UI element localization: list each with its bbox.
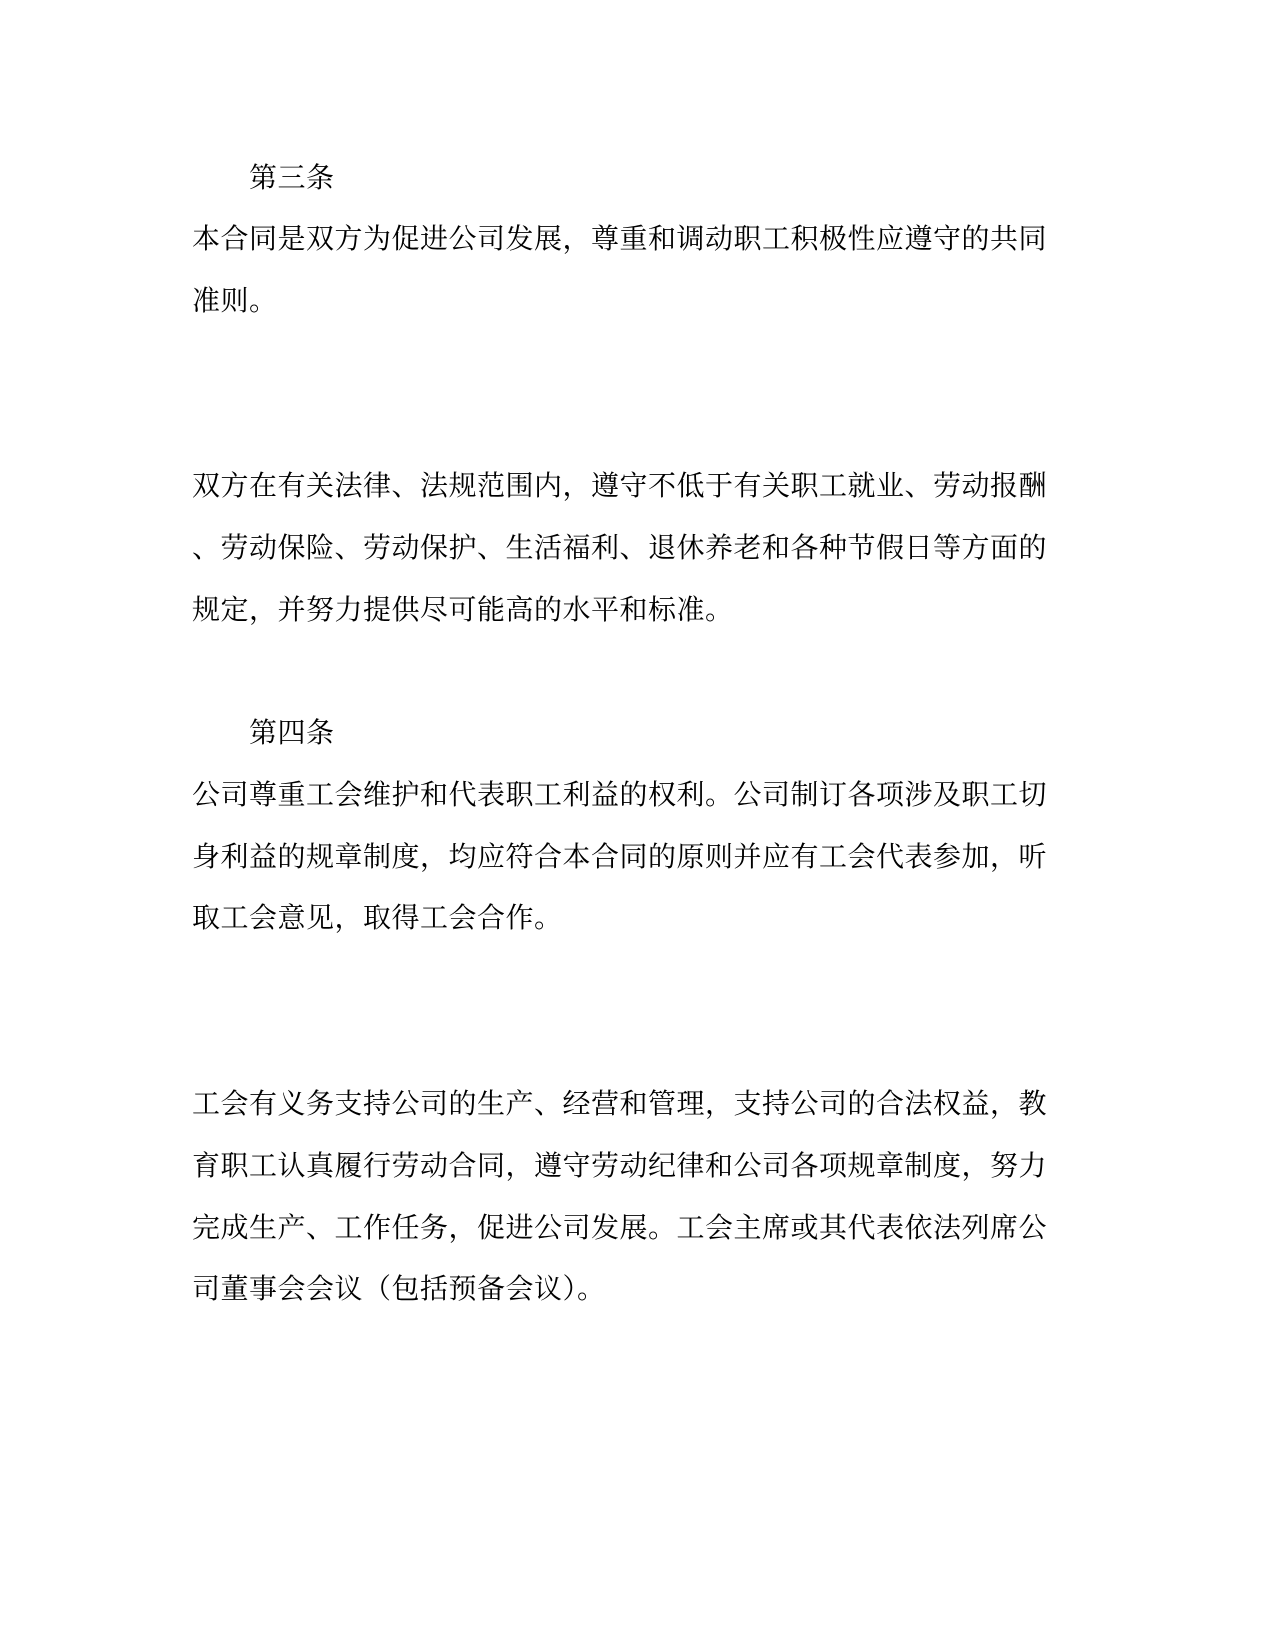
article-3-heading: 第三条 [249,161,335,194]
article-4-para-2-line-3: 完成生产、工作任务，促进公司发展。工会主席或其代表依法列席公 [192,1211,1048,1244]
article-3-para-2-line-2: 、劳动保险、劳动保护、生活福利、退休养老和各种节假日等方面的 [192,531,1048,564]
article-3-para-1-line-1: 本合同是双方为促进公司发展，尊重和调动职工积极性应遵守的共同 [192,222,1048,255]
article-3-para-1-line-2: 准则。 [192,284,278,317]
article-4-para-1-line-3: 取工会意见，取得工会合作。 [192,901,563,934]
article-3-para-2-line-1: 双方在有关法律、法规范围内，遵守不低于有关职工就业、劳动报酬 [192,469,1048,502]
article-4-para-2-line-4: 司董事会会议（包括预备会议）。 [192,1272,606,1305]
article-4-heading: 第四条 [249,716,335,749]
article-4-para-2-line-1: 工会有义务支持公司的生产、经营和管理，支持公司的合法权益，教 [192,1087,1048,1120]
article-4-para-2-line-2: 育职工认真履行劳动合同，遵守劳动纪律和公司各项规章制度，努力 [192,1149,1048,1182]
article-3-para-2-line-3: 规定，并努力提供尽可能高的水平和标准。 [192,593,734,626]
article-4-para-1-line-2: 身利益的规章制度，均应符合本合同的原则并应有工会代表参加，听 [192,840,1048,873]
article-4-para-1-line-1: 公司尊重工会维护和代表职工利益的权利。公司制订各项涉及职工切 [192,778,1048,811]
